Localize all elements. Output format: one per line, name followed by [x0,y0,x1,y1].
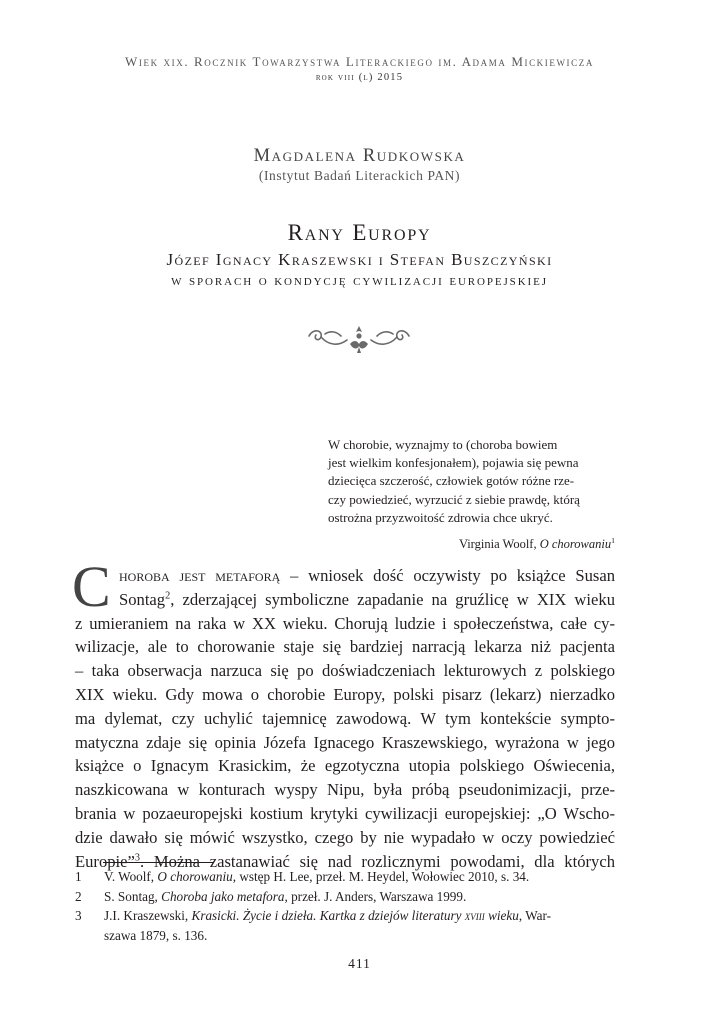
article-subtitle-2: w sporach o kondycję cywilizacji europejskiej [171,273,548,289]
body-line: – taka obserwacja narzuca się po doświadczeniach lekturowych z polskiego [75,661,615,681]
epigraph-source-title: O chorowaniu [539,537,612,551]
body-line: książce o Ignacym Krasickim, że egzotyczna utopia polskiego Oświecenia, [75,756,615,776]
author-affiliation: (Instytut Badań Literackich PAN) [258,168,461,183]
body-line: wilizacje, ale to chorowanie staje się bardziej narracją lekarza niż pacjenta [75,637,615,657]
lead-in-small-caps: horoba jest metaforą [119,566,281,585]
epigraph-source-author: Virginia Woolf, [458,537,540,551]
footnote-text: V. Woolf, [104,869,158,884]
epigraph [328,436,615,527]
epigraph-line: ostrożna przyzwoitość zdrowia chce ukryć. [328,509,553,525]
body-line-text: , zderzającej symboliczne zapadanie na gruźlicę w XIX wieku [170,589,615,609]
body-line-text: Sontag [119,589,166,609]
body-line: brania w pozaeuropejski kostium krytyki cywilizacji europejskiej: „O Wscho- [75,803,615,823]
footnote-title-small-caps: xviii [464,908,485,924]
article-title: Rany Europy [287,220,432,245]
footnotes [75,867,615,945]
body-line: matyczna zdaje się opinia Józefa Ignacego Kraszewskiego, wyrażona w jego [75,732,615,752]
epigraph-line: dziecięca szczerość, człowiek gotów różne rze- [328,473,575,489]
footnote-ref[interactable]: 1 [611,535,615,545]
footnote [75,906,615,945]
epigraph-source [330,537,615,552]
body-text [72,554,615,873]
author-name: Magdalena Rudkowska [253,146,466,166]
footnote-ref[interactable]: 3 [134,852,141,864]
footnote-title: Krasicki. Życie i dzieła. Kartka z dziejów literatury [191,908,465,924]
footnote-ref[interactable]: 2 [165,590,171,602]
journal-header: Wiek xix. Rocznik Towarzystwa Literackiego im. Adama Mickiewicza [125,54,594,69]
footnote-divider [103,862,213,863]
body-line [75,588,615,612]
body-line: XIX wieku. Gdy mowa o chorobie Europy, polski pisarz (lekarz) nierzadko [75,684,615,704]
body-line: dzie dawało się mówić wszystko, czego by nie wypadało w oczy powiedzieć [75,827,615,847]
body-line-text: Europie” [75,851,135,871]
footnote [75,867,615,887]
footnote [75,887,615,907]
footnote-text: szawa 1879, s. 136. [104,927,208,943]
footnote-title: wieku [484,908,519,924]
footnote-text: , przeł. J. Anders, Warszawa 1999. [284,888,467,904]
page-number: 411 [348,956,371,971]
body-line-text: . Można zastanawiać się nad rozlicznymi powodami, dla których [140,851,615,871]
footnote-text: , wstęp H. Lee, przeł. M. Heydel, Wołowiec 2010, s. 34. [232,869,530,884]
journal-issue: rok viii (l) 2015 [315,72,404,83]
body-line: z umieraniem na raka w XX wieku. Chorują ludzie i społeczeństwa, całe cy- [75,613,615,633]
footnote-number: 3 [75,908,82,924]
ornament-flourish-icon [303,322,415,356]
footnote-text: , War- [518,908,551,924]
footnote-number: 1 [75,869,82,884]
article-subtitle-1: Józef Ignacy Kraszewski i Stefan Buszczyński [166,250,553,269]
footnote-number: 2 [75,888,82,904]
epigraph-line: czy powiedzieć, wyrzucić z siebie prawdę, którą [328,491,580,507]
footnote-text: J.I. Kraszewski, [104,908,192,924]
footnote-text: S. Sontag, [104,888,162,904]
epigraph-line: jest wielkim konfesjonałem), pojawia się pewna [328,455,579,471]
footnote-title: Choroba jako metafora [161,888,285,904]
body-line [75,564,615,588]
footnote-title: O chorowaniu [157,869,233,884]
body-line: ma dylemat, czy uchylić tajemnicę zawodową. W tym kontekście sympto- [75,708,615,728]
body-line-text: – wniosek dość oczywisty po książce Susan [280,566,615,585]
body-line: naszkicowana w konturach wyspy Nipu, była próbą pseudonimizacji, prze- [75,780,615,800]
drop-cap: C [72,554,111,619]
epigraph-line: W chorobie, wyznajmy to (choroba bowiem [328,437,558,452]
